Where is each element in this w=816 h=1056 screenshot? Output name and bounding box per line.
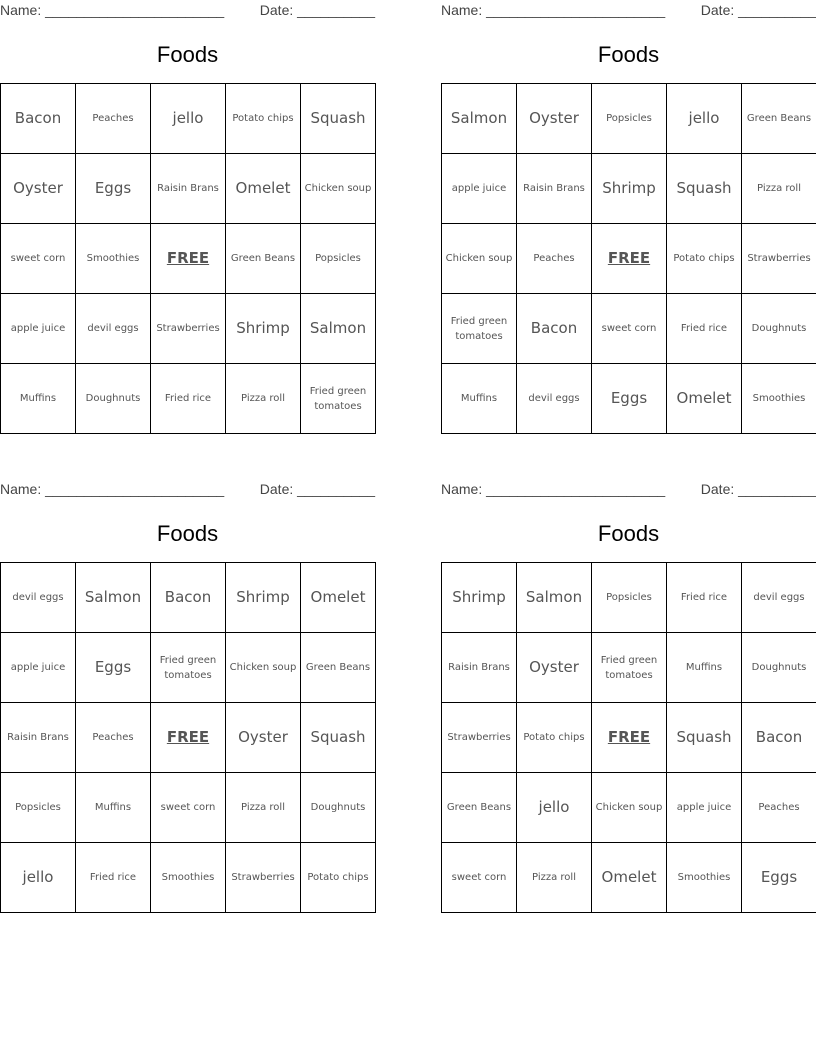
bingo-card bbox=[441, 479, 816, 911]
bingo-cell[interactable]: Raisin Brans bbox=[1, 703, 76, 773]
bingo-cell[interactable]: Fried green tomatoes bbox=[592, 633, 667, 703]
bingo-row bbox=[1, 633, 376, 703]
bingo-cell[interactable]: Pizza roll bbox=[517, 843, 592, 913]
bingo-cell[interactable]: Oyster bbox=[226, 703, 301, 773]
bingo-cell[interactable]: Smoothies bbox=[667, 843, 742, 913]
free-square[interactable]: FREE bbox=[592, 224, 667, 294]
bingo-cell[interactable]: Squash bbox=[301, 84, 376, 154]
bingo-cell[interactable]: devil eggs bbox=[742, 563, 816, 633]
bingo-cell[interactable]: Fried rice bbox=[667, 563, 742, 633]
bingo-cell[interactable]: Doughnuts bbox=[742, 294, 816, 364]
bingo-cell[interactable]: Muffins bbox=[1, 364, 76, 434]
bingo-cell[interactable]: Eggs bbox=[592, 364, 667, 434]
card-header bbox=[441, 479, 816, 501]
bingo-cell[interactable]: Green Beans bbox=[226, 224, 301, 294]
bingo-cell[interactable]: Potato chips bbox=[667, 224, 742, 294]
free-square[interactable]: FREE bbox=[151, 224, 226, 294]
bingo-cell[interactable]: Oyster bbox=[517, 84, 592, 154]
bingo-cell[interactable]: Popsicles bbox=[592, 84, 667, 154]
bingo-cell[interactable]: Salmon bbox=[301, 294, 376, 364]
bingo-cell[interactable]: Raisin Brans bbox=[517, 154, 592, 224]
bingo-cell[interactable]: Fried rice bbox=[667, 294, 742, 364]
bingo-cell[interactable]: Squash bbox=[301, 703, 376, 773]
bingo-row bbox=[1, 364, 376, 434]
bingo-cell[interactable]: sweet corn bbox=[592, 294, 667, 364]
bingo-cell[interactable]: apple juice bbox=[667, 773, 742, 843]
bingo-cell[interactable]: Doughnuts bbox=[742, 633, 816, 703]
bingo-cell[interactable]: Peaches bbox=[517, 224, 592, 294]
bingo-cell[interactable]: Strawberries bbox=[742, 224, 816, 294]
bingo-cell[interactable]: Muffins bbox=[442, 364, 517, 434]
bingo-row bbox=[1, 224, 376, 294]
bingo-row bbox=[442, 154, 816, 224]
bingo-cell[interactable]: Eggs bbox=[76, 633, 151, 703]
date-field[interactable]: Date: __________ bbox=[259, 2, 375, 18]
bingo-cell[interactable]: devil eggs bbox=[76, 294, 151, 364]
bingo-cell[interactable]: Strawberries bbox=[226, 843, 301, 913]
bingo-cell[interactable]: Smoothies bbox=[742, 364, 816, 434]
bingo-cell[interactable]: Squash bbox=[667, 703, 742, 773]
card-title: Foods bbox=[156, 521, 219, 546]
bingo-cell[interactable]: Salmon bbox=[76, 563, 151, 633]
card-header bbox=[0, 479, 375, 501]
bingo-grid bbox=[441, 83, 816, 434]
bingo-cell[interactable]: Popsicles bbox=[592, 563, 667, 633]
bingo-cell[interactable]: Potato chips bbox=[517, 703, 592, 773]
bingo-card bbox=[441, 0, 816, 432]
bingo-cell[interactable]: Shrimp bbox=[442, 563, 517, 633]
bingo-cell[interactable]: apple juice bbox=[1, 294, 76, 364]
bingo-cell[interactable]: jello bbox=[517, 773, 592, 843]
bingo-cell[interactable]: devil eggs bbox=[1, 563, 76, 633]
bingo-cell[interactable]: jello bbox=[667, 84, 742, 154]
bingo-cell[interactable]: Potato chips bbox=[301, 843, 376, 913]
bingo-cell[interactable]: Raisin Brans bbox=[442, 633, 517, 703]
bingo-row bbox=[442, 294, 816, 364]
bingo-cell[interactable]: Green Beans bbox=[442, 773, 517, 843]
name-field[interactable]: Name: _______________________ bbox=[0, 481, 225, 497]
bingo-row bbox=[442, 633, 816, 703]
bingo-cell[interactable]: Smoothies bbox=[151, 843, 226, 913]
bingo-cell[interactable]: sweet corn bbox=[1, 224, 76, 294]
bingo-row bbox=[442, 773, 816, 843]
bingo-cell[interactable]: Omelet bbox=[301, 563, 376, 633]
bingo-row bbox=[442, 84, 816, 154]
date-field[interactable]: Date: __________ bbox=[700, 481, 816, 497]
bingo-cell[interactable]: devil eggs bbox=[517, 364, 592, 434]
bingo-cell[interactable]: Peaches bbox=[76, 703, 151, 773]
bingo-cell[interactable]: Fried rice bbox=[151, 364, 226, 434]
bingo-row bbox=[442, 703, 816, 773]
bingo-cell[interactable]: Fried rice bbox=[76, 843, 151, 913]
bingo-card bbox=[0, 479, 375, 911]
bingo-cell[interactable]: Chicken soup bbox=[226, 633, 301, 703]
card-title: Foods bbox=[597, 521, 660, 546]
bingo-cell[interactable]: Pizza roll bbox=[226, 773, 301, 843]
bingo-cell[interactable]: Popsicles bbox=[301, 224, 376, 294]
bingo-row bbox=[442, 563, 816, 633]
bingo-cell[interactable]: Chicken soup bbox=[442, 224, 517, 294]
bingo-row bbox=[1, 703, 376, 773]
bingo-cell[interactable]: Muffins bbox=[667, 633, 742, 703]
bingo-cell[interactable]: Salmon bbox=[517, 563, 592, 633]
bingo-row bbox=[442, 843, 816, 913]
bingo-row bbox=[1, 843, 376, 913]
bingo-cell[interactable]: Fried green tomatoes bbox=[442, 294, 517, 364]
bingo-row bbox=[1, 294, 376, 364]
bingo-cell[interactable]: Shrimp bbox=[226, 563, 301, 633]
bingo-cell[interactable]: Bacon bbox=[151, 563, 226, 633]
bingo-cell[interactable]: Bacon bbox=[1, 84, 76, 154]
name-field[interactable]: Name: _______________________ bbox=[441, 2, 666, 18]
bingo-cell[interactable]: Eggs bbox=[742, 843, 816, 913]
bingo-grid bbox=[441, 562, 816, 913]
bingo-row bbox=[1, 773, 376, 843]
bingo-cell[interactable]: Omelet bbox=[667, 364, 742, 434]
bingo-cell[interactable]: Fried green tomatoes bbox=[301, 364, 376, 434]
bingo-cell[interactable]: Oyster bbox=[517, 633, 592, 703]
name-field[interactable]: Name: _______________________ bbox=[441, 481, 666, 497]
bingo-cell[interactable]: Fried green tomatoes bbox=[151, 633, 226, 703]
bingo-cell[interactable]: Omelet bbox=[592, 843, 667, 913]
bingo-cell[interactable]: apple juice bbox=[1, 633, 76, 703]
bingo-cell[interactable]: Muffins bbox=[76, 773, 151, 843]
bingo-cell[interactable]: Green Beans bbox=[301, 633, 376, 703]
bingo-cell[interactable]: Bacon bbox=[517, 294, 592, 364]
card-header bbox=[0, 0, 375, 22]
bingo-cell[interactable]: Chicken soup bbox=[592, 773, 667, 843]
bingo-row bbox=[1, 563, 376, 633]
card-title: Foods bbox=[597, 42, 660, 67]
bingo-cell[interactable]: apple juice bbox=[442, 154, 517, 224]
bingo-cell[interactable]: Smoothies bbox=[76, 224, 151, 294]
card-title: Foods bbox=[156, 42, 219, 67]
bingo-cell[interactable]: Peaches bbox=[742, 773, 816, 843]
bingo-cell[interactable]: Pizza roll bbox=[226, 364, 301, 434]
bingo-cell[interactable]: Doughnuts bbox=[301, 773, 376, 843]
card-header bbox=[441, 0, 816, 22]
bingo-cell[interactable]: Green Beans bbox=[742, 84, 816, 154]
bingo-cell[interactable]: jello bbox=[151, 84, 226, 154]
bingo-cell[interactable]: Eggs bbox=[76, 154, 151, 224]
bingo-cell[interactable]: Shrimp bbox=[592, 154, 667, 224]
bingo-cell[interactable]: Shrimp bbox=[226, 294, 301, 364]
bingo-row bbox=[442, 364, 816, 434]
bingo-cell[interactable]: Potato chips bbox=[226, 84, 301, 154]
free-square[interactable]: FREE bbox=[151, 703, 226, 773]
bingo-cell[interactable]: Popsicles bbox=[1, 773, 76, 843]
bingo-grid bbox=[0, 83, 376, 434]
bingo-cell[interactable]: sweet corn bbox=[151, 773, 226, 843]
bingo-cell[interactable]: sweet corn bbox=[442, 843, 517, 913]
bingo-grid bbox=[0, 562, 376, 913]
bingo-cell[interactable]: jello bbox=[1, 843, 76, 913]
bingo-cell[interactable]: Raisin Brans bbox=[151, 154, 226, 224]
bingo-cell[interactable]: Chicken soup bbox=[301, 154, 376, 224]
bingo-row bbox=[1, 84, 376, 154]
bingo-cell[interactable]: Salmon bbox=[442, 84, 517, 154]
bingo-cell[interactable]: Bacon bbox=[742, 703, 816, 773]
date-field[interactable]: Date: __________ bbox=[259, 481, 375, 497]
bingo-cell[interactable]: Strawberries bbox=[442, 703, 517, 773]
bingo-cell[interactable]: Omelet bbox=[226, 154, 301, 224]
bingo-cell[interactable]: Squash bbox=[667, 154, 742, 224]
date-field[interactable]: Date: __________ bbox=[700, 2, 816, 18]
bingo-cell[interactable]: Pizza roll bbox=[742, 154, 816, 224]
bingo-cell[interactable]: Peaches bbox=[76, 84, 151, 154]
bingo-cell[interactable]: Strawberries bbox=[151, 294, 226, 364]
free-square[interactable]: FREE bbox=[592, 703, 667, 773]
bingo-row bbox=[442, 224, 816, 294]
bingo-cell[interactable]: Doughnuts bbox=[76, 364, 151, 434]
bingo-card bbox=[0, 0, 375, 432]
bingo-cell[interactable]: Oyster bbox=[1, 154, 76, 224]
bingo-row bbox=[1, 154, 376, 224]
name-field[interactable]: Name: _______________________ bbox=[0, 2, 225, 18]
